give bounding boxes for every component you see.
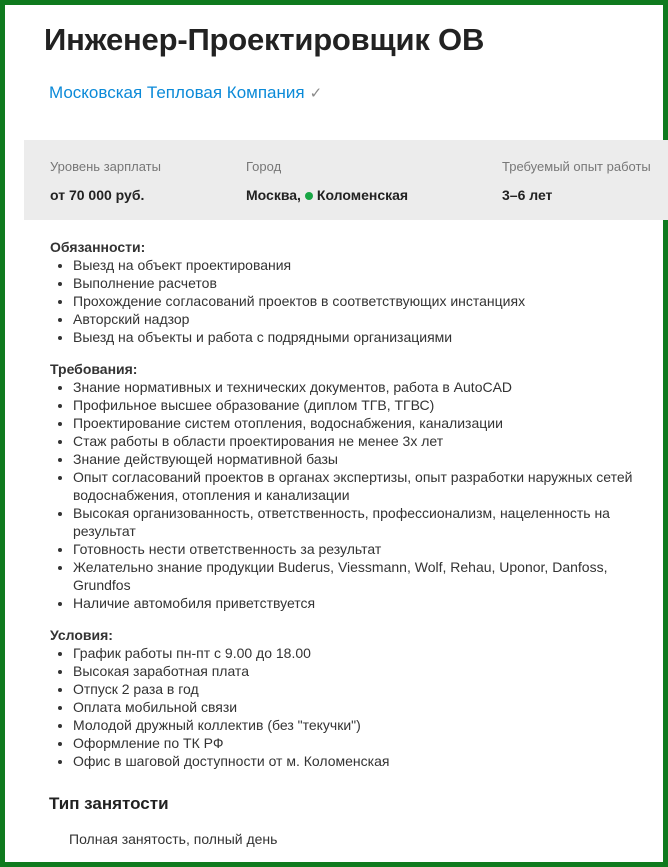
list-item: • Авторский надзор (73, 310, 650, 328)
list-item: • Выезд на объект проектирования (73, 256, 650, 274)
duties-heading: Обязанности: (50, 239, 146, 255)
list-item: • Знание действующей нормативной базы (73, 450, 650, 468)
list-item: • Офис в шаговой доступности от м. Коломенская (73, 752, 650, 770)
list-item: • Желательно знание продукции Buderus, Viessmann, Wolf, Rehau, Uponor, Danfoss, Grundfos (73, 558, 650, 594)
list-item: • Стаж работы в области проектирования не менее 3х лет (73, 432, 650, 450)
list-item: • Наличие автомобиля приветствуется (73, 594, 650, 612)
verified-check-icon: ✓ (309, 85, 323, 102)
employment-heading: Тип занятости (49, 794, 169, 813)
list-item: • Прохождение согласований проектов в соответствующих инстанциях (73, 292, 650, 310)
list-item: • Профильное высшее образование (диплом ТГВ, ТГВС) (73, 396, 650, 414)
city-name: Москва, (246, 187, 301, 203)
metro-station: Коломенская (316, 187, 409, 203)
employment-value: Полная занятость, полный день (69, 831, 278, 847)
list-item: • Высокая заработная плата (73, 662, 650, 680)
city-value (246, 187, 408, 203)
list-item: • Оплата мобильной связи (73, 698, 650, 716)
list-item: • Высокая организованность, ответственность, профессионализм, нацеленность на результат (73, 504, 650, 540)
conditions-list (50, 644, 650, 770)
city-label: Город (246, 159, 282, 174)
company-line (49, 83, 322, 103)
vacancy-summary (24, 140, 668, 220)
vacancy-title: Инженер-Проектировщик ОВ (44, 22, 485, 57)
requirements-list (50, 378, 650, 612)
list-item: • Опыт согласований проектов в органах экспертизы, опыт разработки наружных сетей водоснабжения, отопления и канализации (73, 468, 650, 504)
list-item: • Молодой дружный коллектив (без "текучки") (73, 716, 650, 734)
salary-value: от 70 000 руб. (50, 187, 145, 203)
metro-line-dot-icon (305, 192, 313, 200)
experience-value: 3–6 лет (502, 187, 553, 203)
conditions-heading: Условия: (50, 627, 113, 643)
vacancy-description (50, 238, 650, 784)
list-item: • Оформление по ТК РФ (73, 734, 650, 752)
list-item: • Выезд на объекты и работа с подрядными организациями (73, 328, 650, 346)
duties-list (50, 256, 650, 346)
list-item: • Отпуск 2 раза в год (73, 680, 650, 698)
list-item: • Знание нормативных и технических документов, работа в AutoCAD (73, 378, 650, 396)
list-item: • Выполнение расчетов (73, 274, 650, 292)
list-item: • График работы пн-пт с 9.00 до 18.00 (73, 644, 650, 662)
list-item: • Проектирование систем отопления, водоснабжения, канализации (73, 414, 650, 432)
company-link[interactable]: Московская Тепловая Компания (49, 83, 305, 102)
experience-label: Требуемый опыт работы (502, 159, 651, 174)
list-item: • Готовность нести ответственность за результат (73, 540, 650, 558)
salary-label: Уровень зарплаты (50, 159, 161, 174)
requirements-heading: Требования: (50, 361, 138, 377)
